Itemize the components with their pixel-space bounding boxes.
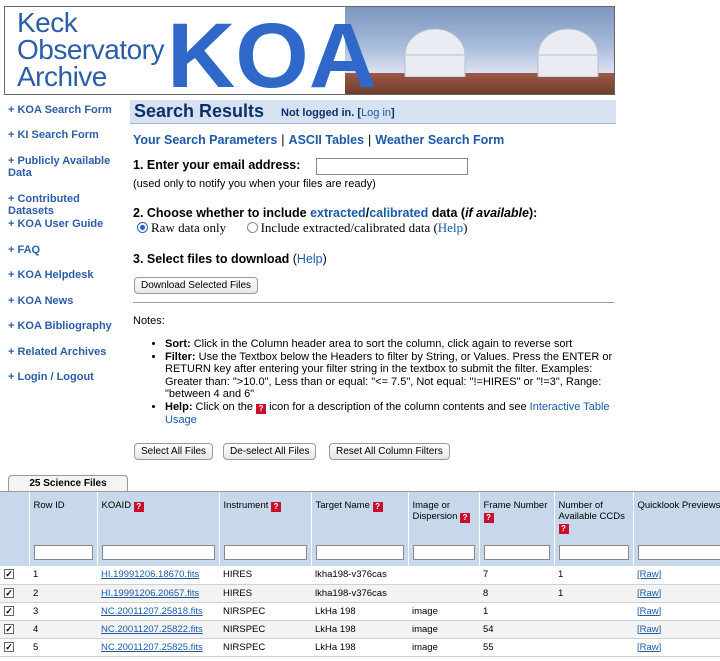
- cell-image: image: [408, 602, 479, 620]
- nav-public-data[interactable]: + Publicly Available Data: [8, 155, 111, 179]
- row-checkbox[interactable]: ✓: [5, 605, 13, 616]
- nav-koa-search-form[interactable]: + KOA Search Form: [8, 104, 112, 116]
- cell-frame: 54: [479, 620, 554, 638]
- cell-row-id: 3: [29, 602, 97, 620]
- filter-input-koaid[interactable]: [102, 545, 215, 560]
- note-text: Click in the Column header area to sort the column, click again to reverse sort: [190, 338, 573, 350]
- note-label: Help:: [165, 400, 193, 413]
- row-checkbox[interactable]: ✓: [5, 641, 13, 652]
- page-title: Search Results: [134, 101, 265, 121]
- data-type-options: [137, 220, 467, 236]
- raw-preview-link[interactable]: [Raw]: [637, 623, 662, 635]
- select-column-header: [0, 492, 29, 539]
- cell-target: LkHa 198: [311, 638, 408, 656]
- nav-helpdesk[interactable]: + KOA Helpdesk: [8, 269, 94, 281]
- col-header-target-name[interactable]: [311, 492, 408, 539]
- step3: [133, 252, 327, 266]
- notes-list: [133, 338, 613, 426]
- note-text: icon for a description of the column contents and see: [266, 400, 530, 413]
- filter-cell: [97, 539, 219, 566]
- cell-image: image: [408, 638, 479, 656]
- help-icon[interactable]: ?: [559, 524, 569, 534]
- step2-mid: data (: [428, 206, 466, 220]
- cell-image: [408, 584, 479, 602]
- interactive-table-usage-link[interactable]: Interactive Table Usage: [165, 400, 610, 426]
- step2-suffix: ):: [529, 206, 538, 220]
- filter-cell: [29, 539, 97, 566]
- help-icon[interactable]: ?: [460, 513, 470, 523]
- col-header-quicklook-previews[interactable]: [633, 492, 720, 539]
- note-sort: [165, 338, 613, 351]
- slash: /: [365, 206, 370, 220]
- cell-instrument: NIRSPEC: [219, 602, 311, 620]
- cell-ccds: 1: [554, 584, 633, 602]
- filter-cell: [219, 539, 311, 566]
- notes-heading: Notes:: [133, 315, 165, 327]
- nav-ki-search-form[interactable]: + KI Search Form: [8, 129, 99, 141]
- nav-contributed-datasets[interactable]: + Contributed Datasets: [8, 193, 80, 217]
- download-selected-button[interactable]: Download Selected Files: [134, 277, 258, 294]
- login-link[interactable]: Log in: [361, 107, 392, 119]
- if-available: if available: [465, 206, 529, 220]
- step3-help-link[interactable]: Help: [296, 252, 323, 266]
- raw-radio[interactable]: [137, 222, 148, 233]
- table-row: [0, 602, 720, 620]
- table-row: [0, 620, 720, 638]
- results-table: [0, 491, 720, 661]
- step1-label: 1. Enter your email address:: [133, 158, 301, 172]
- filter-cell: [408, 539, 479, 566]
- cell-image: image: [408, 620, 479, 638]
- login-status-text: Not logged in.: [281, 107, 355, 119]
- cell-preview: [633, 602, 720, 620]
- filter-input-instrument[interactable]: [224, 545, 307, 560]
- title-line: Archive: [17, 61, 107, 92]
- paren-close: ): [463, 220, 468, 235]
- cell-frame: 1: [479, 602, 554, 620]
- nav-news[interactable]: + KOA News: [8, 295, 74, 307]
- column-label: Image or Dispersion: [412, 500, 458, 522]
- row-checkbox-cell: [0, 620, 29, 638]
- column-label: Row ID: [33, 500, 65, 511]
- col-header-koaid[interactable]: [97, 492, 219, 539]
- link-weather-search-form[interactable]: Weather Search Form: [375, 133, 505, 147]
- cell-row-id: 2: [29, 584, 97, 602]
- row-checkbox-cell: [0, 566, 29, 584]
- nav-related-archives[interactable]: + Related Archives: [8, 346, 107, 358]
- include-option-label: Include extracted/calibrated data (: [260, 220, 438, 235]
- help-icon[interactable]: ?: [134, 502, 144, 512]
- row-checkbox[interactable]: ✓: [5, 587, 13, 598]
- telescope-dome-left: [400, 27, 470, 77]
- cell-ccds: [554, 602, 633, 620]
- row-checkbox-cell: [0, 638, 29, 656]
- note-filter: [165, 351, 613, 401]
- col-header-row-id[interactable]: [29, 492, 97, 539]
- login-status: Not logged in. [Log in]: [281, 107, 395, 119]
- parameter-links: Your Search Parameters | ASCII Tables | Weather Search Form: [133, 133, 505, 147]
- cell-preview: [633, 566, 720, 584]
- filter-input-target-name[interactable]: [316, 545, 404, 560]
- filter-cell: [0, 539, 29, 566]
- divider: [133, 302, 614, 303]
- cell-preview: [633, 584, 720, 602]
- cell-frame: 55: [479, 638, 554, 656]
- koaid-link[interactable]: NC.20011207.25822.fits: [101, 623, 203, 635]
- raw-preview-link[interactable]: [Raw]: [637, 605, 662, 617]
- step2-label: [133, 206, 537, 220]
- include-radio[interactable]: [247, 222, 258, 233]
- filter-cell: [479, 539, 554, 566]
- filter-cell: [633, 539, 720, 566]
- cell-row-id: 4: [29, 620, 97, 638]
- help-icon: ?: [256, 404, 266, 414]
- cell-instrument: NIRSPEC: [219, 620, 311, 638]
- help-icon[interactable]: ?: [271, 502, 281, 512]
- cell-target: lkha198-v376cas: [311, 584, 408, 602]
- col-header-instrument[interactable]: [219, 492, 311, 539]
- cell-instrument: HIRES: [219, 566, 311, 584]
- filter-input-available-ccds[interactable]: [559, 545, 629, 560]
- cell-koaid: [97, 602, 219, 620]
- nav-bibliography[interactable]: + KOA Bibliography: [8, 320, 112, 332]
- nav-login-logout[interactable]: + Login / Logout: [8, 371, 94, 383]
- cell-frame: 7: [479, 566, 554, 584]
- cell-instrument: HIRES: [219, 584, 311, 602]
- cell-ccds: [554, 620, 633, 638]
- cell-target: LkHa 198: [311, 602, 408, 620]
- col-header-frame-number[interactable]: [479, 492, 554, 539]
- telescope-dome-right: [533, 27, 603, 77]
- calibrated-link[interactable]: calibrated: [369, 206, 429, 220]
- column-label: Number of Available CCDs: [558, 500, 625, 522]
- cell-image: [408, 566, 479, 584]
- note-help: [165, 401, 613, 427]
- cell-target: lkha198-v376cas: [311, 566, 408, 584]
- column-label: Frame Number: [483, 500, 548, 511]
- koaid-link[interactable]: HI.19991206.18670.fits: [101, 569, 200, 581]
- title-line: Keck: [17, 7, 78, 38]
- science-files-tab[interactable]: 25 Science Files: [8, 475, 128, 492]
- help-icon[interactable]: ?: [373, 502, 383, 512]
- nav-faq[interactable]: + FAQ: [8, 244, 41, 256]
- link-search-parameters[interactable]: Your Search Parameters: [133, 133, 278, 147]
- filter-input-quicklook-previews[interactable]: [638, 545, 720, 560]
- koaid-link[interactable]: NC.20011207.25825.fits: [101, 641, 203, 653]
- step2-help-link[interactable]: Help: [437, 220, 464, 235]
- raw-preview-link[interactable]: [Raw]: [637, 569, 662, 581]
- nav-user-guide[interactable]: + KOA User Guide: [8, 218, 104, 230]
- title-line: Observatory: [17, 34, 164, 65]
- extracted-link[interactable]: extracted: [310, 206, 366, 220]
- reset-column-filters-button[interactable]: Reset All Column Filters: [329, 443, 450, 460]
- cell-row-id: 5: [29, 638, 97, 656]
- row-checkbox[interactable]: ✓: [5, 569, 13, 580]
- raw-option-label: Raw data only: [151, 220, 227, 235]
- cell-koaid: [97, 620, 219, 638]
- column-label: Quicklook Previews: [637, 500, 720, 511]
- archive-title: [17, 9, 165, 90]
- column-label: Instrument: [223, 500, 269, 511]
- cell-preview: [633, 638, 720, 656]
- help-icon[interactable]: ?: [484, 513, 494, 523]
- paren-close: ): [322, 252, 327, 266]
- paren-open: (: [289, 252, 297, 266]
- cell-frame: 8: [479, 584, 554, 602]
- raw-preview-link[interactable]: [Raw]: [637, 641, 662, 653]
- filter-cell: [554, 539, 633, 566]
- note-label: Sort:: [165, 338, 191, 350]
- deselect-all-files-button[interactable]: De-select All Files: [223, 443, 316, 460]
- row-checkbox[interactable]: ✓: [5, 623, 13, 634]
- cell-target: LkHa 198: [311, 620, 408, 638]
- email-note: (used only to notify you when your files are ready): [133, 178, 376, 190]
- filter-cell: [311, 539, 408, 566]
- cell-koaid: [97, 566, 219, 584]
- filter-input-row-id[interactable]: [34, 545, 93, 560]
- raw-preview-link[interactable]: [Raw]: [637, 587, 662, 599]
- search-results-header: [130, 100, 616, 124]
- koa-logo: [167, 13, 377, 93]
- email-input[interactable]: [316, 158, 468, 175]
- koaid-link[interactable]: NC.20011207.25818.fits: [101, 605, 203, 617]
- link-ascii-tables[interactable]: ASCII Tables: [288, 133, 365, 147]
- logo-text: KOA: [167, 13, 377, 93]
- cell-preview: [633, 620, 720, 638]
- note-text: Click on the: [192, 400, 257, 413]
- col-header-image-or-dispersion[interactable]: [408, 492, 479, 539]
- cell-ccds: 1: [554, 566, 633, 584]
- cell-koaid: [97, 638, 219, 656]
- column-label: KOAID: [101, 500, 132, 511]
- col-header-available-ccds[interactable]: [554, 492, 633, 539]
- column-label: Target Name: [315, 500, 370, 511]
- table-row: [0, 638, 720, 656]
- note-label: Filter:: [165, 350, 196, 363]
- select-all-files-button[interactable]: Select All Files: [134, 443, 213, 460]
- table-row: [0, 566, 720, 584]
- note-text: Use the Textbox below the Headers to filter by String, or Values. Press the ENTER or RETURN key after entering your filter string in the textbox to submit the filter. Examples: Greater than: ">10.0", Less than or equal: "<= 7.5", Not equal: "!=HIRES" or "!=3", Range: "between 4 and 6": [165, 350, 613, 400]
- step3-label: 3. Select files to download: [133, 252, 290, 266]
- step2-prefix: 2. Choose whether to include: [133, 206, 311, 220]
- cell-koaid: [97, 584, 219, 602]
- koa-banner: [4, 6, 615, 95]
- cell-instrument: NIRSPEC: [219, 638, 311, 656]
- filter-input-image-or-dispersion[interactable]: [413, 545, 475, 560]
- table-row: [0, 584, 720, 602]
- row-checkbox-cell: [0, 602, 29, 620]
- cell-ccds: [554, 638, 633, 656]
- filter-input-frame-number[interactable]: [484, 545, 550, 560]
- row-checkbox-cell: [0, 584, 29, 602]
- cell-row-id: 1: [29, 566, 97, 584]
- koaid-link[interactable]: HI.19991206.20657.fits: [101, 587, 200, 599]
